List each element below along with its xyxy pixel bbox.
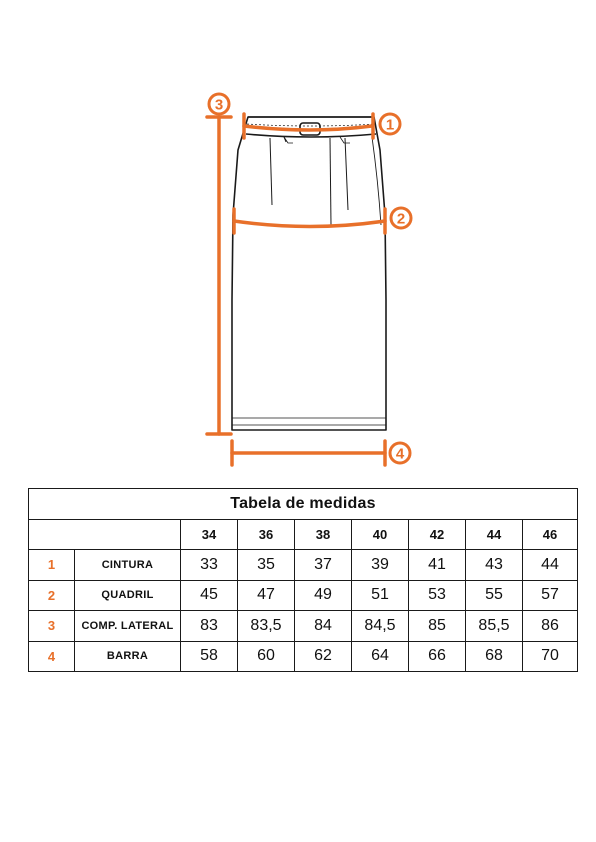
size-header: 40 bbox=[352, 519, 409, 550]
table-cell: 47 bbox=[238, 580, 295, 611]
dart-left bbox=[270, 138, 272, 205]
row-label: CINTURA bbox=[75, 550, 181, 581]
marker-4 bbox=[390, 443, 410, 463]
skirt-drawing bbox=[232, 117, 386, 430]
hip-measure-line bbox=[234, 221, 385, 227]
waistband-stitch bbox=[247, 124, 375, 126]
row-label: QUADRIL bbox=[75, 580, 181, 611]
table-row-quadril bbox=[29, 580, 578, 611]
table-cell: 84 bbox=[295, 611, 352, 642]
table-cell: 86 bbox=[523, 611, 578, 642]
row-number: 3 bbox=[29, 611, 75, 642]
marker-3-label: 3 bbox=[214, 96, 224, 114]
table-cell: 68 bbox=[466, 641, 523, 672]
marker-2 bbox=[391, 208, 411, 228]
size-header: 38 bbox=[295, 519, 352, 550]
table-cell: 64 bbox=[352, 641, 409, 672]
table-cell: 44 bbox=[523, 550, 578, 581]
header-blank bbox=[29, 519, 181, 550]
table-cell: 37 bbox=[295, 550, 352, 581]
table-row-comp-lateral bbox=[29, 611, 578, 642]
pleat-right bbox=[345, 138, 348, 210]
table-cell: 53 bbox=[409, 580, 466, 611]
table-cell: 60 bbox=[238, 641, 295, 672]
table-title-row bbox=[29, 489, 578, 520]
table-cell: 43 bbox=[466, 550, 523, 581]
marker-1-label: 1 bbox=[385, 116, 395, 134]
waist-measure-line bbox=[244, 126, 372, 130]
row-label: COMP. LATERAL bbox=[75, 611, 181, 642]
table-cell: 85 bbox=[409, 611, 466, 642]
table-cell: 83 bbox=[181, 611, 238, 642]
measurement-lines bbox=[207, 114, 385, 465]
table-cell: 85,5 bbox=[466, 611, 523, 642]
table-cell: 51 bbox=[352, 580, 409, 611]
table-row-barra bbox=[29, 641, 578, 672]
table-cell: 70 bbox=[523, 641, 578, 672]
table-cell: 57 bbox=[523, 580, 578, 611]
marker-4-label: 4 bbox=[395, 445, 405, 463]
size-header: 44 bbox=[466, 519, 523, 550]
marker-2-label: 2 bbox=[396, 210, 406, 228]
skirt-silhouette bbox=[232, 117, 386, 430]
row-label: BARRA bbox=[75, 641, 181, 672]
size-chart-table bbox=[28, 488, 578, 672]
table-cell: 58 bbox=[181, 641, 238, 672]
table-cell: 84,5 bbox=[352, 611, 409, 642]
table-cell: 39 bbox=[352, 550, 409, 581]
size-header: 42 bbox=[409, 519, 466, 550]
marker-1 bbox=[380, 114, 400, 134]
table-cell: 62 bbox=[295, 641, 352, 672]
table-cell: 33 bbox=[181, 550, 238, 581]
marker-3 bbox=[209, 94, 229, 114]
table-cell: 83,5 bbox=[238, 611, 295, 642]
table-cell: 35 bbox=[238, 550, 295, 581]
table-title: Tabela de medidas bbox=[29, 489, 578, 520]
table-cell: 66 bbox=[409, 641, 466, 672]
table-cell: 49 bbox=[295, 580, 352, 611]
row-number: 2 bbox=[29, 580, 75, 611]
size-header: 34 bbox=[181, 519, 238, 550]
row-number: 4 bbox=[29, 641, 75, 672]
table-cell: 41 bbox=[409, 550, 466, 581]
pleat-center bbox=[330, 138, 331, 225]
row-number: 1 bbox=[29, 550, 75, 581]
size-header: 36 bbox=[238, 519, 295, 550]
table-row-cintura bbox=[29, 550, 578, 581]
size-header-row bbox=[29, 519, 578, 550]
table-cell: 55 bbox=[466, 580, 523, 611]
size-header: 46 bbox=[523, 519, 578, 550]
table-cell: 45 bbox=[181, 580, 238, 611]
